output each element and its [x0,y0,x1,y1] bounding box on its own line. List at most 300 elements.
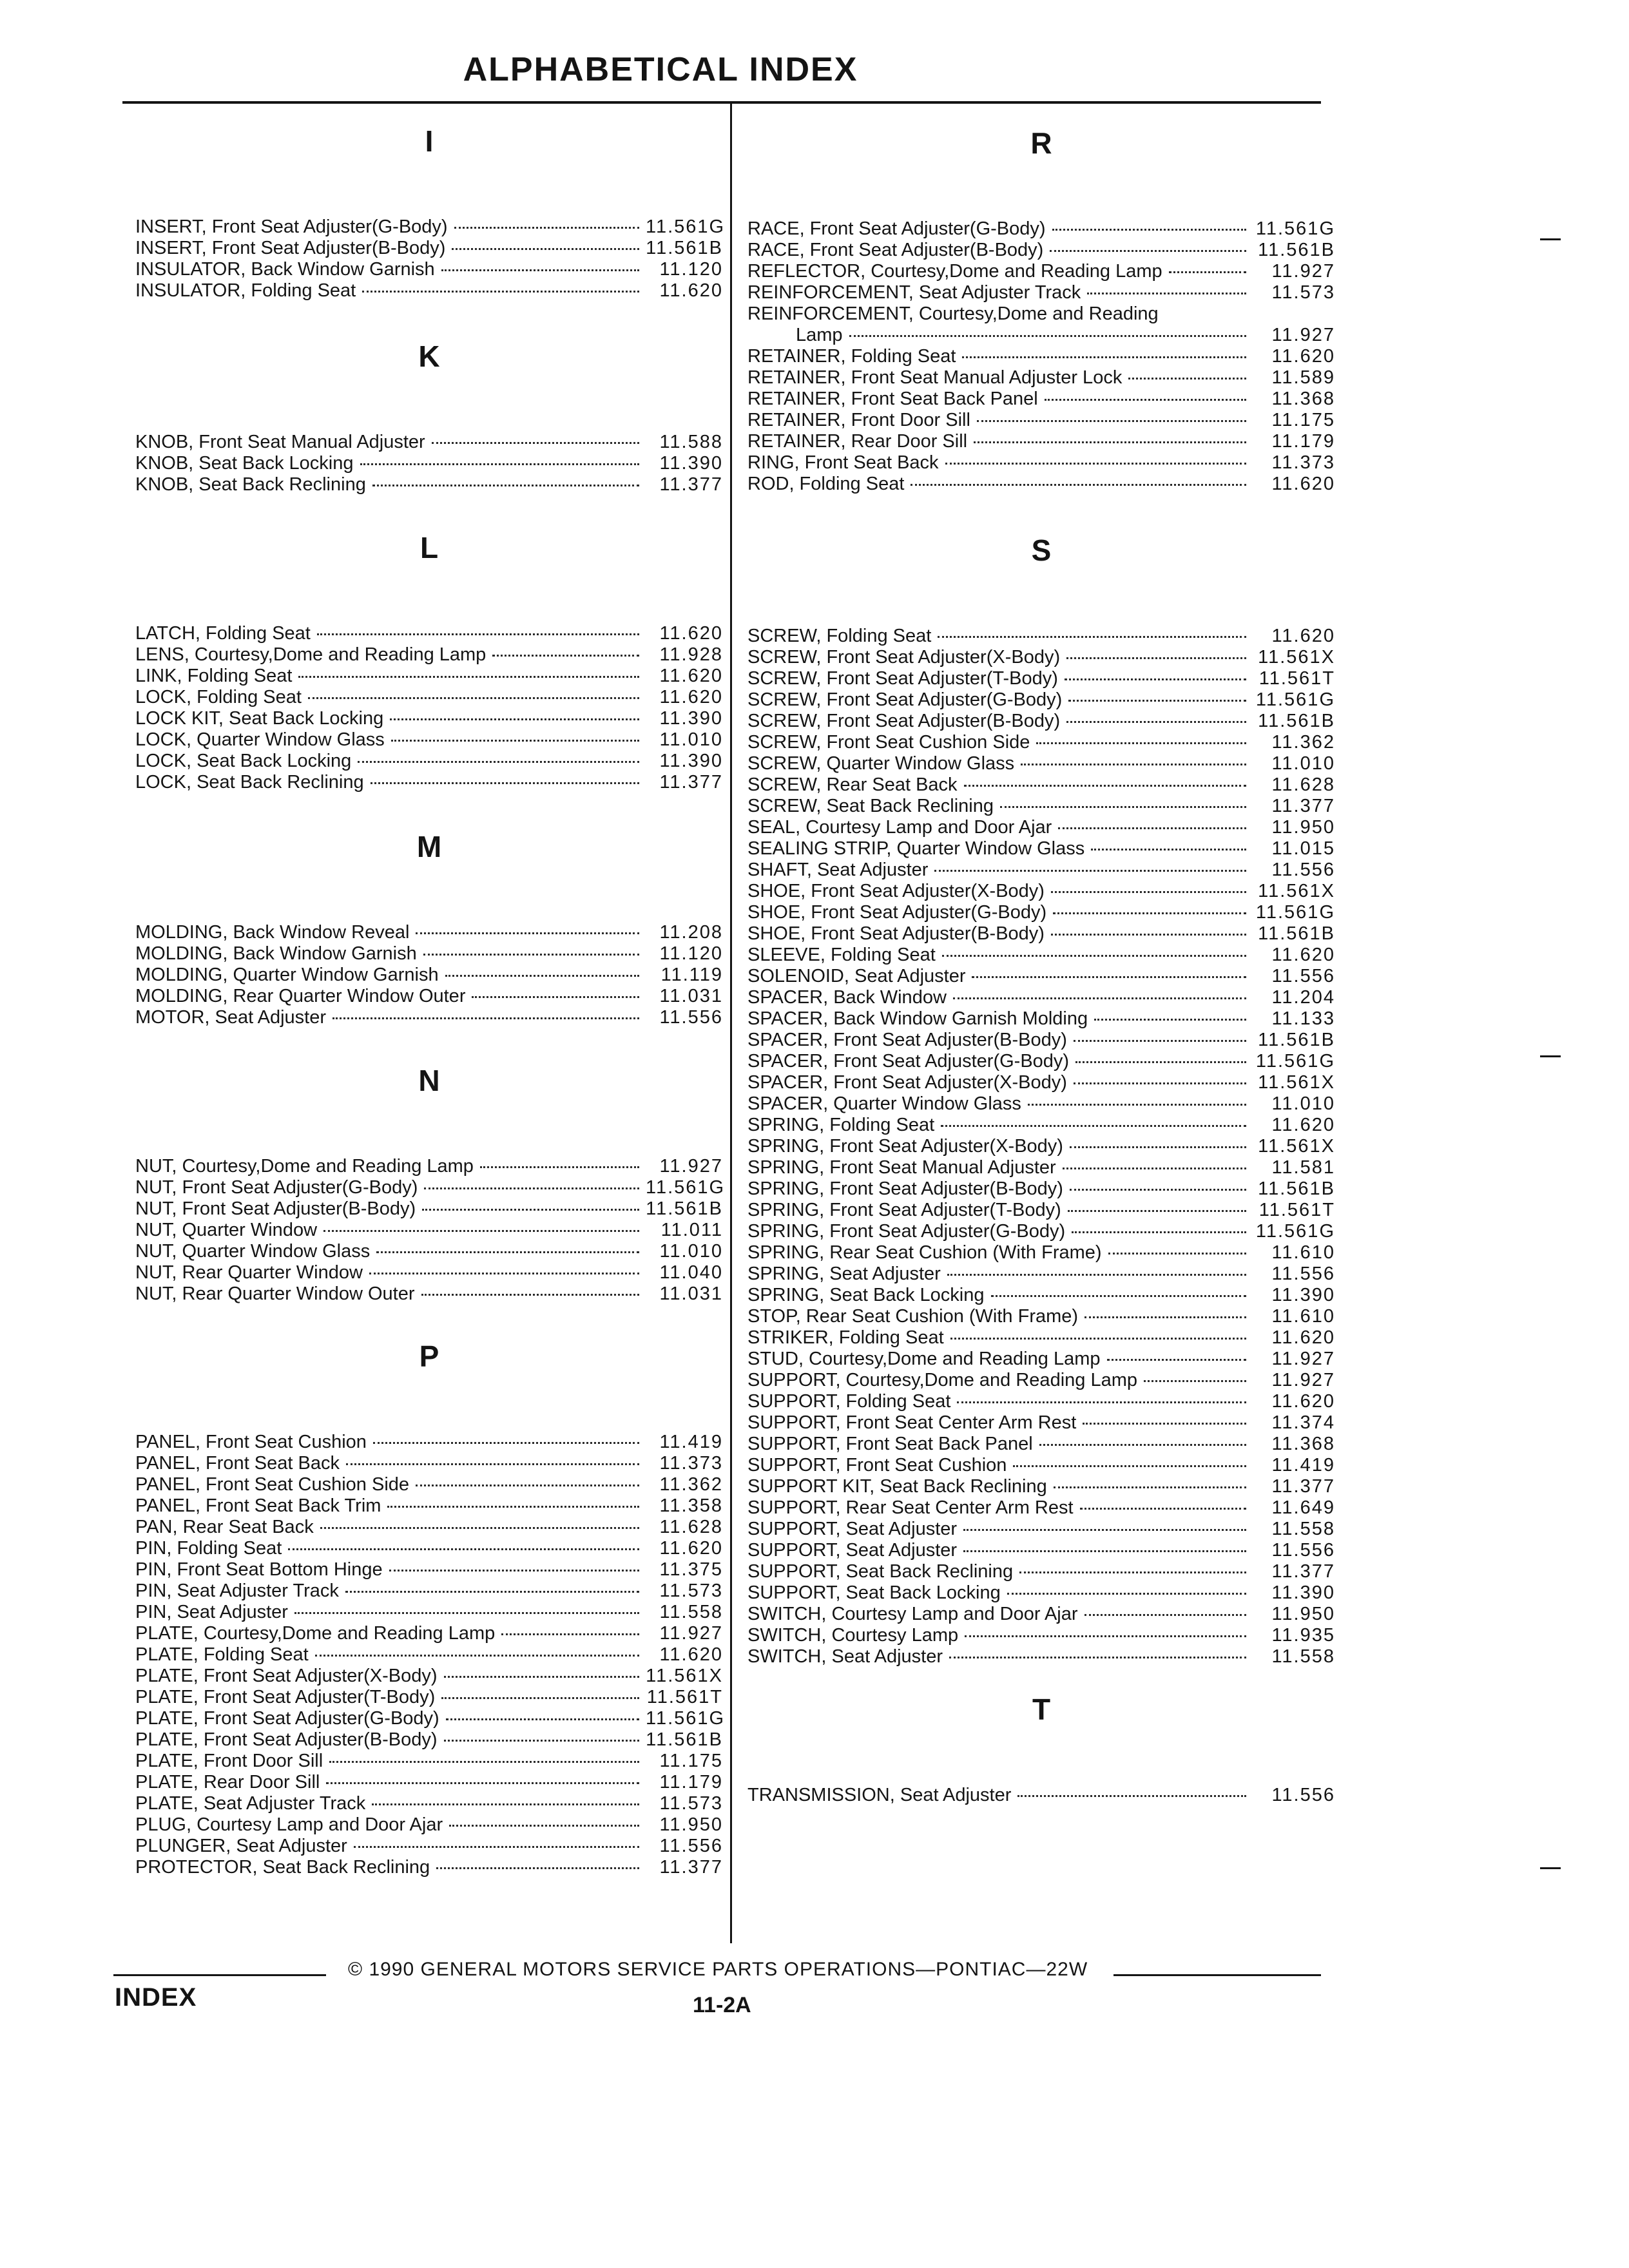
index-entry [747,1434,1335,1455]
index-entry [135,1687,723,1708]
index-entry [747,1561,1335,1582]
index-entry [747,774,1335,796]
index-entry [747,753,1335,774]
entry-page-ref: 11.374 [1271,1412,1335,1433]
index-entry [135,453,723,474]
dot-leader [1084,1614,1246,1616]
dot-leader [1091,849,1246,850]
index-entry [747,860,1335,881]
dot-leader [372,485,639,486]
index-entry [747,1221,1335,1242]
entry-page-ref: 11.561X [1258,881,1335,901]
dot-leader [421,1294,639,1296]
entry-text: SCREW, Folding Seat [747,626,932,646]
section-letter: I [425,124,434,158]
index-entry [747,218,1335,240]
entry-page-ref: 11.175 [659,1751,723,1771]
dot-leader [472,996,639,998]
entry-text: PROTECTOR, Seat Back Reclining [135,1857,430,1878]
entry-list [135,623,723,793]
entry-text: PLUNGER, Seat Adjuster [135,1836,347,1856]
dot-leader [1036,742,1246,744]
index-entry [747,1306,1335,1327]
dot-leader [945,463,1246,465]
dot-leader [977,420,1246,422]
index-entry [747,1093,1335,1115]
entry-page-ref: 11.927 [1271,261,1335,282]
entry-text: SUPPORT KIT, Seat Back Reclining [747,1476,1047,1497]
entry-page-ref: 11.556 [1271,860,1335,880]
entry-page-ref: 11.558 [1271,1646,1335,1667]
entry-page-ref: 11.927 [1271,1349,1335,1369]
index-entry [135,1474,723,1495]
index-entry [135,1644,723,1666]
entry-text: SUPPORT, Front Seat Cushion [747,1455,1007,1475]
entry-text: LOCK, Quarter Window Glass [135,729,385,750]
index-entry [135,432,723,453]
entry-text: SWITCH, Seat Adjuster [747,1646,943,1667]
entry-page-ref: 11.927 [1271,1370,1335,1390]
index-entry [135,1623,723,1644]
dot-leader [501,1633,639,1635]
index-entry [135,238,723,259]
entry-page-ref: 11.561B [1258,923,1335,944]
entry-list [747,218,1335,495]
entry-text: SHOE, Front Seat Adjuster(G-Body) [747,902,1047,923]
entry-text: SPACER, Back Window [747,987,947,1008]
entry-list [135,1156,726,1305]
index-entry [747,1370,1335,1391]
index-entry [135,1751,723,1772]
index-section-s [747,526,1335,1667]
entry-text: RETAINER, Folding Seat [747,346,956,367]
dot-leader [354,1846,639,1848]
dot-leader [942,955,1246,957]
entry-page-ref: 11.561B [646,1198,723,1219]
index-entry [747,367,1335,389]
entry-text: PLATE, Courtesy,Dome and Reading Lamp [135,1623,496,1644]
footer-page-number: 11-2A [693,1993,751,2017]
entry-page-ref: 11.573 [1271,282,1335,303]
dot-leader [371,782,639,784]
entry-page-ref: 11.368 [1271,1434,1335,1454]
entry-text: INSERT, Front Seat Adjuster(B-Body) [135,238,446,258]
entry-page-ref: 11.610 [1271,1242,1335,1263]
entry-page-ref: 11.581 [1271,1157,1335,1178]
dot-leader [416,1485,639,1486]
entry-page-ref: 11.368 [1271,389,1335,409]
entry-page-ref: 11.610 [1271,1306,1335,1327]
entry-page-ref: 11.561G [1255,1221,1335,1242]
entry-page-ref: 11.561G [646,1708,726,1729]
entry-page-ref: 11.561X [1258,647,1335,668]
entry-text: SUPPORT, Seat Adjuster [747,1540,958,1561]
dot-leader [991,1295,1247,1297]
margin-tick-mark [1540,1867,1561,1869]
footer-rule-left [113,1974,326,1976]
entry-text: MOLDING, Back Window Garnish [135,943,417,964]
entry-page-ref: 11.561G [646,216,726,237]
dot-leader [950,1338,1246,1340]
index-entry [747,838,1335,860]
entry-page-ref: 11.175 [1271,410,1335,430]
entry-text: SCREW, Rear Seat Back [747,774,958,795]
entry-text: SPRING, Front Seat Adjuster(X-Body) [747,1136,1063,1157]
entry-text: KNOB, Front Seat Manual Adjuster [135,432,425,452]
index-entry [135,1495,723,1517]
entry-page-ref: 11.375 [659,1559,723,1580]
entry-text: SUPPORT, Folding Seat [747,1391,951,1412]
index-entry [135,1241,723,1262]
entry-text: SOLENOID, Seat Adjuster [747,966,966,986]
entry-page-ref: 11.928 [659,644,723,665]
entry-text: LOCK KIT, Seat Back Locking [135,708,384,729]
index-entry [135,1198,723,1220]
dot-leader [972,976,1246,978]
entry-page-ref: 11.620 [1271,945,1335,965]
entry-text: PLATE, Rear Door Sill [135,1772,320,1792]
entry-text: PANEL, Front Seat Cushion [135,1432,367,1452]
entry-page-ref: 11.011 [660,1220,723,1240]
entry-text: NUT, Rear Quarter Window Outer [135,1283,415,1304]
entry-page-ref: 11.561G [1255,689,1335,710]
entry-page-ref: 11.377 [659,772,723,793]
entry-page-ref: 11.628 [659,1517,723,1537]
dot-leader [1074,1040,1246,1042]
index-section-m [135,823,723,1028]
entry-page-ref: 11.620 [659,623,723,644]
dot-leader [288,1548,639,1550]
entry-page-ref: 11.561G [1255,1051,1335,1072]
entry-page-ref: 11.620 [659,666,723,686]
entry-page-ref: 11.373 [1271,452,1335,473]
index-entry [747,817,1335,838]
entry-text: MOTOR, Seat Adjuster [135,1007,327,1028]
entry-page-ref: 11.561G [1255,218,1335,239]
entry-page-ref: 11.558 [659,1602,723,1622]
index-entry [747,431,1335,452]
entry-page-ref: 11.620 [1271,626,1335,646]
dot-leader [1070,1146,1246,1148]
dot-leader [1068,1210,1246,1212]
index-entry [747,452,1335,474]
entry-page-ref: 11.556 [1271,1540,1335,1561]
entry-text: PIN, Front Seat Bottom Hinge [135,1559,383,1580]
dot-leader [294,1612,639,1614]
dot-leader [1080,1508,1246,1510]
index-section-n [135,1057,726,1305]
entry-text: PANEL, Front Seat Back Trim [135,1495,381,1516]
entry-text: SUPPORT, Courtesy,Dome and Reading Lamp [747,1370,1137,1390]
index-entry [135,1559,723,1581]
dot-leader [1054,1486,1246,1488]
entry-text: PANEL, Front Seat Cushion Side [135,1474,410,1495]
entry-page-ref: 11.561X [646,1666,723,1686]
margin-tick-mark [1540,238,1561,240]
index-entry [747,240,1335,261]
dot-leader [1087,293,1246,294]
entry-page-ref: 11.377 [659,474,723,495]
index-entry [747,1030,1335,1051]
entry-page-ref: 11.120 [659,259,723,280]
entry-text: MOLDING, Back Window Reveal [135,922,410,943]
entry-text: RETAINER, Rear Door Sill [747,431,968,452]
dot-leader [953,997,1246,999]
entry-text: KNOB, Seat Back Reclining [135,474,366,495]
dot-leader [372,1803,639,1805]
dot-leader [1013,1465,1246,1467]
index-entry [135,1772,723,1793]
entry-page-ref: 11.561T [646,1687,723,1707]
entry-text: LATCH, Folding Seat [135,623,311,644]
entry-text: SCREW, Front Seat Cushion Side [747,732,1030,753]
index-section-l [135,524,723,793]
index-entry [135,259,723,280]
entry-page-ref: 11.377 [1271,796,1335,816]
entry-text: PANEL, Front Seat Back [135,1453,340,1474]
dot-leader [963,1550,1246,1552]
section-letter: K [418,340,440,373]
index-entry [135,623,723,644]
dot-leader [1128,378,1246,380]
index-entry [135,751,723,772]
index-entry [747,987,1335,1008]
entry-page-ref: 11.015 [1271,838,1335,859]
dot-leader [480,1166,639,1168]
entry-text: NUT, Quarter Window Glass [135,1241,371,1262]
index-entry [135,666,723,687]
entry-page-ref: 11.390 [1271,1285,1335,1305]
dot-leader [934,870,1246,872]
index-entry [747,474,1335,495]
index-entry [747,1646,1335,1667]
entry-text: SCREW, Quarter Window Glass [747,753,1015,774]
entry-page-ref: 11.927 [659,1623,723,1644]
dot-leader [492,655,639,657]
index-entry [135,729,723,751]
entry-page-ref: 11.950 [1271,1604,1335,1624]
dot-leader [1051,891,1246,893]
index-entry [747,966,1335,987]
entry-text: SPRING, Front Seat Adjuster(G-Body) [747,1221,1066,1242]
index-entry [747,282,1335,303]
entry-text: NUT, Rear Quarter Window [135,1262,363,1283]
index-entry [135,216,726,238]
dot-leader [436,1867,639,1869]
dot-leader [308,697,639,699]
entry-text: SPRING, Front Seat Adjuster(T-Body) [747,1200,1061,1220]
entry-text: SEAL, Courtesy Lamp and Door Ajar [747,817,1052,838]
dot-leader [938,636,1246,638]
entry-page-ref: 11.935 [1271,1625,1335,1646]
dot-leader [1066,657,1246,659]
entry-text: SWITCH, Courtesy Lamp [747,1625,959,1646]
index-entry [747,1785,1335,1806]
dot-leader [345,1591,639,1593]
entry-text: SHAFT, Seat Adjuster [747,860,929,880]
dot-leader [1068,700,1246,702]
dot-leader [1019,1571,1246,1573]
section-letter: M [416,830,442,863]
dot-leader [1045,399,1246,401]
entry-text: SPRING, Folding Seat [747,1115,935,1135]
entry-text: RACE, Front Seat Adjuster(B-Body) [747,240,1044,260]
entry-text: RING, Front Seat Back [747,452,939,473]
entry-list [135,922,723,1028]
entry-page-ref: 11.561X [1258,1136,1335,1157]
dot-leader [369,1273,639,1274]
dot-leader [941,1125,1246,1127]
dot-leader [1051,934,1246,936]
dot-leader [1050,250,1246,252]
dot-leader [1063,1168,1246,1169]
index-entry [135,1793,723,1814]
index-entry [747,1051,1335,1072]
section-letter: S [1031,533,1052,567]
dot-leader [423,954,639,956]
entry-text: RETAINER, Front Seat Back Panel [747,389,1038,409]
entry-text: SHOE, Front Seat Adjuster(B-Body) [747,923,1045,944]
entry-page-ref: 11.208 [659,922,723,943]
entry-page-ref: 11.588 [659,432,723,452]
entry-text-continued: Lamp [796,325,843,345]
entry-text: LOCK, Seat Back Reclining [135,772,364,793]
entry-text: SCREW, Front Seat Adjuster(G-Body) [747,689,1063,710]
index-entry [747,647,1335,668]
index-entry [747,902,1335,923]
entry-text: SPRING, Front Seat Manual Adjuster [747,1157,1056,1178]
header-rule [122,101,1321,104]
entry-list [135,216,726,302]
entry-text: NUT, Courtesy,Dome and Reading Lamp [135,1156,474,1177]
entry-page-ref: 11.561G [1255,902,1335,923]
index-section-i [135,117,726,302]
dot-leader [1072,1231,1246,1233]
dot-leader [1052,229,1246,231]
entry-text: RACE, Front Seat Adjuster(G-Body) [747,218,1046,239]
entry-page-ref: 11.010 [1271,753,1335,774]
entry-text: SPACER, Front Seat Adjuster(G-Body) [747,1051,1070,1072]
footer-rule-right [1113,1974,1321,1976]
index-entry [747,1200,1335,1221]
index-entry [747,1072,1335,1093]
index-entry [747,1157,1335,1178]
entry-page-ref: 11.620 [1271,1391,1335,1412]
entry-text: NUT, Front Seat Adjuster(G-Body) [135,1177,418,1198]
index-entry [747,1476,1335,1497]
entry-wrap [747,303,1253,346]
dot-leader [1144,1380,1246,1382]
entry-text: SCREW, Front Seat Adjuster(X-Body) [747,647,1061,668]
entry-page-ref: 11.377 [1271,1561,1335,1582]
entry-text: STRIKER, Folding Seat [747,1327,944,1348]
index-entry [747,261,1335,282]
index-entry [135,1836,723,1857]
dot-leader [963,1529,1246,1531]
index-entry [135,1814,723,1836]
dot-leader [1107,1359,1247,1361]
dot-leader [1084,1316,1246,1318]
index-entry [747,1264,1335,1285]
entry-continuation [747,325,1253,346]
dot-leader [441,1697,639,1699]
dot-leader [974,441,1246,443]
dot-leader [389,1570,639,1571]
entry-page-ref: 11.120 [659,943,723,964]
dot-leader [358,761,639,763]
dot-leader [387,1506,639,1508]
entry-page-ref: 11.179 [659,1772,723,1792]
entry-text: SPACER, Back Window Garnish Molding [747,1008,1088,1029]
entry-page-ref: 11.561G [646,1177,726,1198]
margin-tick-mark [1540,1055,1561,1057]
entry-text: PIN, Seat Adjuster [135,1602,288,1622]
entry-page-ref: 11.377 [1271,1476,1335,1497]
index-entry [747,668,1335,689]
entry-list [747,626,1335,1667]
entry-page-ref: 11.362 [1271,732,1335,753]
index-entry [747,1604,1335,1625]
entry-text: REFLECTOR, Courtesy,Dome and Reading Lamp [747,261,1162,282]
entry-text: RETAINER, Front Seat Manual Adjuster Lock [747,367,1123,388]
entry-text: SCREW, Seat Back Reclining [747,796,994,816]
entry-text: SCREW, Front Seat Adjuster(B-Body) [747,711,1061,731]
entry-text: MOLDING, Quarter Window Garnish [135,965,439,985]
index-entry [135,1432,723,1453]
entry-page-ref: 11.010 [659,1241,723,1262]
dot-leader [911,484,1246,486]
entry-page-ref: 11.620 [1271,1115,1335,1135]
entry-page-ref: 11.927 [1271,325,1335,345]
entry-text: SUPPORT, Seat Back Locking [747,1582,1001,1603]
entry-text: PLUG, Courtesy Lamp and Door Ajar [135,1814,443,1835]
dot-leader [323,1230,639,1232]
index-entry [747,1497,1335,1519]
index-entry [135,687,723,708]
entry-text: SPACER, Front Seat Adjuster(X-Body) [747,1072,1067,1093]
entry-page-ref: 11.419 [1271,1455,1335,1475]
entry-text: INSERT, Front Seat Adjuster(G-Body) [135,216,448,237]
entry-page-ref: 11.561B [646,238,723,258]
entry-page-ref: 11.362 [659,1474,723,1495]
index-entry [135,965,723,986]
section-letter: P [419,1340,439,1373]
dot-leader [362,291,639,293]
index-entry [135,644,723,666]
index-entry [747,626,1335,647]
dot-leader [1021,764,1246,765]
entry-text: STUD, Courtesy,Dome and Reading Lamp [747,1349,1101,1369]
entry-page-ref: 11.204 [1271,987,1335,1008]
entry-page-ref: 11.561B [646,1729,723,1750]
dot-leader [452,248,639,250]
entry-text: PLATE, Front Seat Adjuster(B-Body) [135,1729,438,1750]
dot-leader [432,442,639,444]
entry-list [135,432,723,495]
entry-text: SCREW, Front Seat Adjuster(T-Body) [747,668,1058,689]
entry-page-ref: 11.620 [659,687,723,707]
index-entry [135,772,723,793]
dot-leader [391,740,639,742]
index-entry [747,1625,1335,1646]
index-entry [747,410,1335,431]
entry-text: STOP, Rear Seat Cushion (With Frame) [747,1306,1079,1327]
dot-leader [1000,806,1246,808]
dot-leader [445,975,639,977]
dot-leader [373,1442,639,1444]
entry-page-ref: 11.390 [1271,1582,1335,1603]
index-section-p [135,1332,726,1878]
